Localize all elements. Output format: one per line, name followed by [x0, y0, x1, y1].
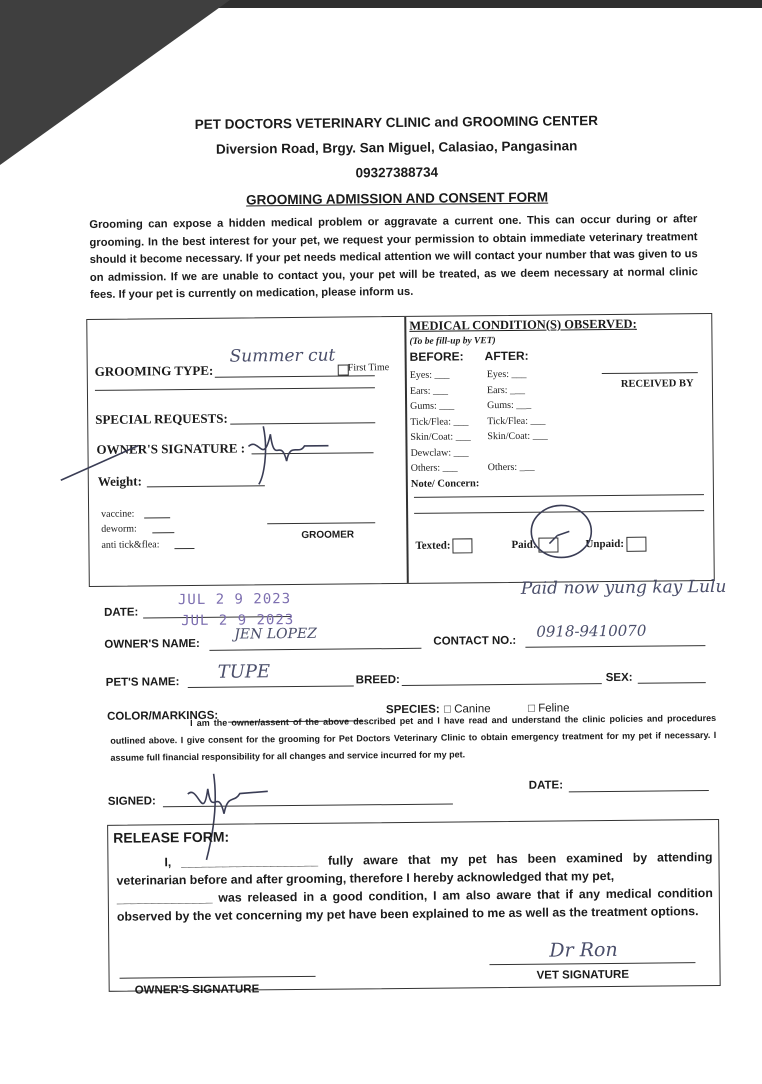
paid-note: Paid now yung kay Lulu: [520, 576, 727, 599]
before-item[interactable]: Gums: ___: [410, 400, 455, 412]
grooming-type-line: [215, 375, 375, 378]
contact-label: CONTACT NO.:: [433, 634, 517, 648]
weight-line[interactable]: [147, 485, 265, 487]
after-list: [487, 367, 548, 476]
unpaid-field[interactable]: Unpaid:: [585, 537, 646, 553]
owner-release-signature-label: OWNER'S SIGNATURE: [134, 983, 260, 997]
paid-circle-mark: [519, 501, 600, 562]
deworm-label: deworm:: [101, 523, 137, 535]
feline-option[interactable]: □ Feline: [527, 702, 570, 715]
grooming-type-label: GROOMING TYPE:: [94, 362, 214, 379]
paid-field[interactable]: Paid:: [511, 537, 558, 552]
signed-date-line[interactable]: [569, 790, 709, 792]
vet-signature-label: VET SIGNATURE: [536, 968, 630, 982]
vet-signature-line[interactable]: [489, 962, 695, 965]
canine-option[interactable]: □ Canine: [443, 703, 491, 716]
breed-line[interactable]: [402, 683, 602, 686]
before-label: BEFORE:: [409, 349, 464, 364]
box-divider: [404, 317, 408, 583]
before-item[interactable]: Skin/Coat: ___: [410, 431, 471, 443]
groomer-line[interactable]: [267, 522, 375, 524]
date-stamp-2: JUL 2 9 2023: [181, 612, 295, 630]
unpaid-checkbox[interactable]: [626, 537, 646, 552]
before-item[interactable]: Ears: ___: [409, 385, 449, 397]
received-by-line[interactable]: [602, 372, 698, 374]
after-item[interactable]: Eyes: ___: [486, 368, 527, 381]
intro-paragraph: Grooming can expose a hidden medical problem or aggravate a current one. This can occur during or after grooming. In the best interest for your pet, we request your permission to obtain immediate veterinary treatment should it become necessary. If your pet needs medical attention we will contact your number that was given to us on admission. If we are unable to contact you, your pet will be treated, as we deem necessary at normal clinic fees. If your pet is currently on medication, please inform us.: [89, 213, 698, 301]
grooming-medical-box: [86, 313, 715, 587]
scan-folded-corner: [0, 0, 230, 165]
deworm-line[interactable]: [152, 532, 174, 533]
note-line-1[interactable]: [414, 494, 704, 498]
antitick-label: anti tick&flea:: [101, 539, 160, 551]
before-item[interactable]: Tick/Flea: ___: [410, 415, 469, 428]
owner-name-label: OWNER'S NAME:: [104, 637, 200, 651]
release-form-title: RELEASE FORM:: [113, 828, 230, 846]
breed-label: BREED:: [355, 674, 400, 687]
after-item[interactable]: Others: ___: [487, 461, 535, 474]
release-form-text: [116, 848, 713, 926]
special-requests-label: SPECIAL REQUESTS:: [95, 410, 228, 427]
consent-paragraph: I am the owner/assent of the above described pet and I have read and understand the clinic policies and procedures outlined above. I give consent for the grooming for Pet Doctors Veterinary Clinic to obtain emergency treatment for my pet if necessary. I assume full financial responsibility for all changes and service incurred for my pet.: [110, 712, 717, 763]
texted-checkbox[interactable]: [452, 538, 472, 553]
species-label: SPECIES:: [385, 703, 440, 717]
received-by-label: RECEIVED BY: [620, 378, 694, 390]
vaccine-line[interactable]: [144, 517, 170, 518]
after-item[interactable]: Gums: ___: [487, 399, 532, 412]
pet-name-line[interactable]: [188, 685, 354, 688]
contact-line[interactable]: [525, 645, 705, 648]
clinic-address: Diversion Road, Brgy. San Miguel, Calasiao, Pangasinan: [215, 138, 578, 157]
owner-name-value[interactable]: JEN LOPEZ: [234, 625, 318, 643]
contact-value[interactable]: 0918-9410070: [536, 621, 647, 641]
before-item[interactable]: Others: ___: [410, 462, 458, 474]
antitick-line[interactable]: [174, 548, 194, 549]
owner-release-signature-line[interactable]: [120, 976, 316, 979]
grooming-type-value[interactable]: Summer cut: [229, 345, 336, 367]
pet-name-label: PET'S NAME:: [105, 676, 180, 689]
clinic-name: PET DOCTORS VETERINARY CLINIC and GROOMING CENTER: [194, 113, 599, 132]
first-time-label: First Time: [347, 362, 390, 374]
texted-field[interactable]: Texted:: [415, 538, 472, 554]
sex-label: SEX:: [605, 671, 633, 685]
release-text-1: I, ____________________ fully aware that my pet has been examined by attending veterinarian before and after grooming, therefore I hereby acknowledged that my pet,: [116, 850, 713, 888]
owner-signature-label: OWNER'S SIGNATURE :: [96, 440, 246, 457]
after-item[interactable]: Skin/Coat: ___: [487, 430, 548, 443]
pet-name-value[interactable]: TUPE: [217, 661, 271, 683]
weight-label: Weight:: [97, 473, 142, 489]
color-markings-label: COLOR/MARKINGS:: [107, 709, 219, 723]
grooming-type-line-2: [95, 387, 375, 391]
signed-date-label: DATE:: [528, 779, 564, 792]
vet-signature-value: Dr Ron: [549, 938, 618, 962]
after-label: AFTER:: [484, 348, 529, 364]
signed-label: SIGNED:: [107, 795, 156, 808]
date-stamp-1: JUL 2 9 2023: [177, 591, 292, 609]
sex-line[interactable]: [638, 682, 706, 684]
after-item: [487, 444, 547, 460]
clinic-phone: 09327388734: [355, 164, 439, 181]
groomer-label: GROOMER: [301, 529, 355, 541]
release-form-box: [107, 819, 721, 992]
before-item[interactable]: Dewclaw: ___: [410, 446, 469, 459]
after-item[interactable]: Ears: ___: [486, 384, 526, 396]
date-label: DATE:: [104, 606, 139, 619]
release-text-2: ______________ was released in a good condition, I am also aware that if any medical condition observed by the vet concerning my pet have been explained to me as well as the treatment options.: [116, 886, 713, 924]
before-item[interactable]: Eyes: ___: [409, 369, 450, 381]
note-concern-label: Note/ Concern:: [410, 478, 480, 490]
after-item[interactable]: Tick/Flea: ___: [487, 415, 546, 427]
medical-condition-title: MEDICAL CONDITION(S) OBSERVED:: [409, 316, 637, 333]
form-title: GROOMING ADMISSION AND CONSENT FORM: [246, 189, 549, 208]
vaccine-label: vaccine:: [101, 508, 135, 520]
before-list: [410, 367, 471, 476]
medical-condition-subtitle: (To be fill-up by VET): [409, 336, 496, 347]
owner-name-line[interactable]: [209, 648, 421, 651]
